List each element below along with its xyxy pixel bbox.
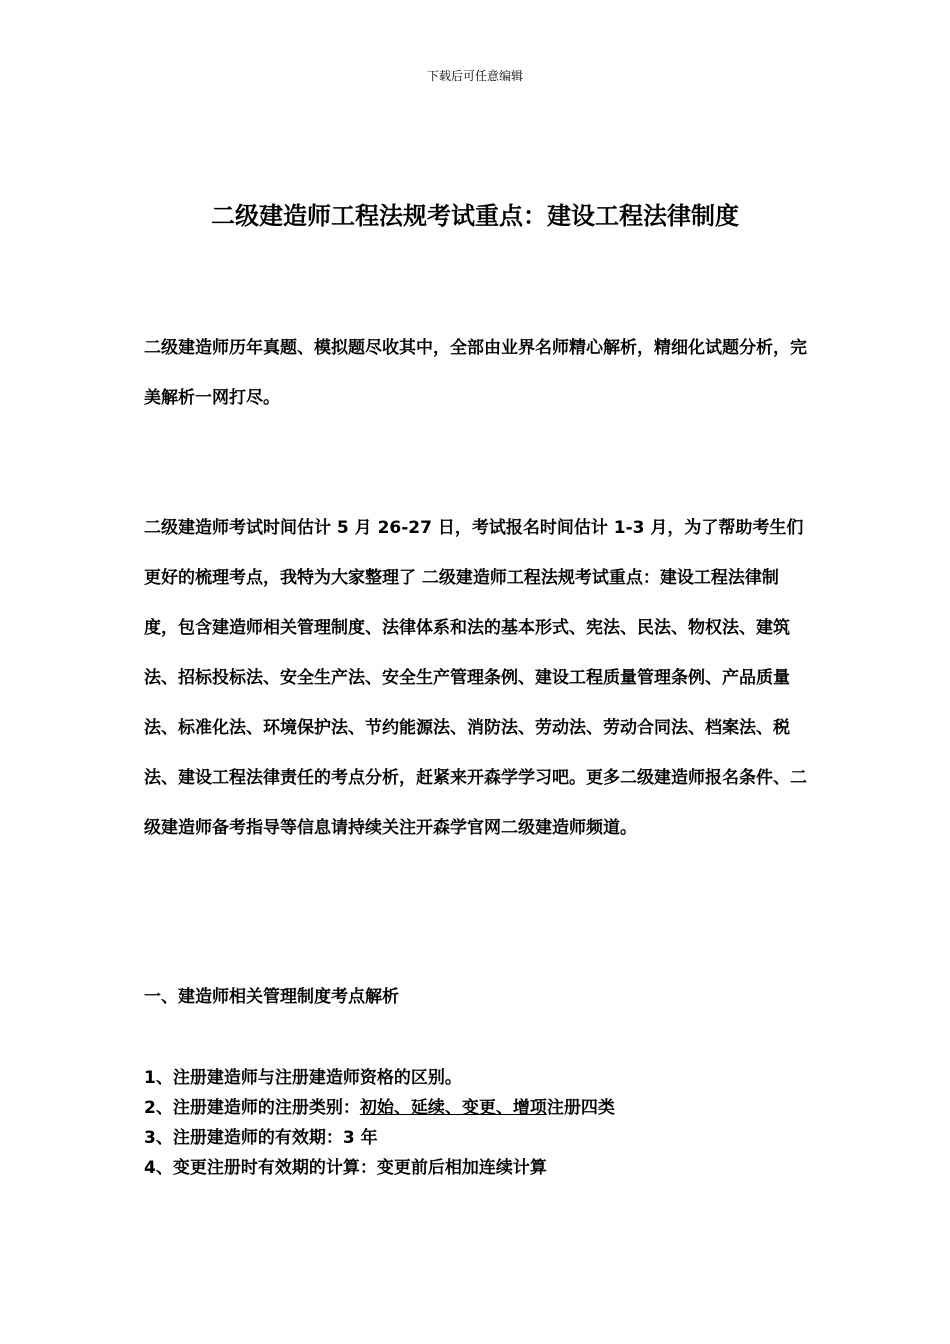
list-item-prefix: 2、注册建造师的注册类别： [144,1098,360,1118]
section-heading: 一、建造师相关管理制度考点解析 [144,987,399,1007]
document-title: 二级建造师工程法规考试重点：建设工程法律制度 [211,202,739,230]
list-item [144,1093,615,1123]
list-item: 4、变更注册时有效期的计算：变更前后相加连续计算 [144,1158,547,1178]
header-note: 下载后可任意编辑 [426,69,523,83]
underlined-categories: 初始、延续、变更、增项 [359,1098,547,1118]
list-item-suffix: 注册四类 [546,1098,615,1118]
key-points-list [144,1063,615,1183]
list-item: 1、注册建造师与注册建造师资格的区别。 [144,1068,462,1088]
list-item: 3、注册建造师的有效期：3 年 [144,1128,378,1148]
main-paragraph: 二级建造师考试时间估计 5 月 26-27 日，考试报名时间估计 1-3 月，为了帮助考生们更好的梳理考点，我特为大家整理了 二级建造师工程法规考试重点：建设工程法律制度，包含建造师相关管理制度、法律体系和法的基本形式、宪法、民法、物权法、建筑法、招标投标法、安全生产法、安全生产管理条例、建设工程质量管理条例、产品质量法、标准化法、环境保护法、节约能源法、消防法、劳动法、劳动合同法、档案法、税法、建设工程法律责任的考点分析，赶紧来开森学学习吧。更多二级建造师报名条件、二级建造师备考指导等信息请持续关注开森学官网二级建造师频道。 [144,518,807,838]
intro-paragraph: 二级建造师历年真题、模拟题尽收其中，全部由业界名师精心解析，精细化试题分析，完美解析一网打尽。 [144,338,807,408]
